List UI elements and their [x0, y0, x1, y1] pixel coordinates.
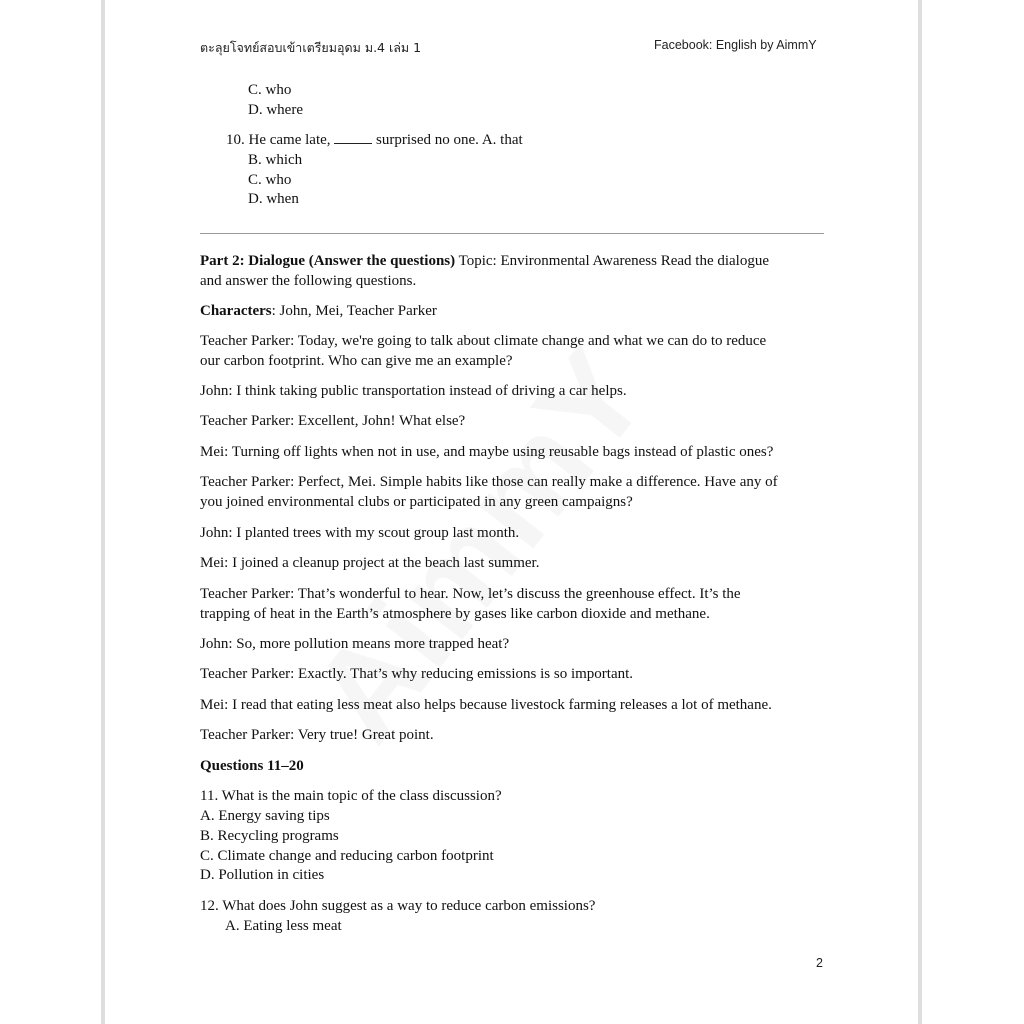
- dialogue-line: Teacher Parker: Perfect, Mei. Simple habits like those can really make a difference. Have any of: [200, 474, 778, 490]
- q11-stem: 11. What is the main topic of the class discussion?: [200, 788, 502, 804]
- q10-option-b: B. which: [248, 152, 303, 168]
- characters-label: Characters: [200, 303, 272, 319]
- dialogue-line: Teacher Parker: Very true! Great point.: [200, 727, 434, 743]
- q9-option-d: D. where: [248, 102, 303, 118]
- q12-stem: 12. What does John suggest as a way to reduce carbon emissions?: [200, 898, 596, 914]
- part2-intro-line1: Topic: Environmental Awareness Read the dialogue: [455, 253, 770, 269]
- dialogue-line: Teacher Parker: Excellent, John! What else?: [200, 413, 466, 429]
- q11-option-a: A. Energy saving tips: [200, 808, 330, 824]
- characters-line: [200, 302, 437, 321]
- dialogue-line: John: I think taking public transportation instead of driving a car helps.: [200, 383, 627, 399]
- dialogue-line: Mei: I joined a cleanup project at the beach last summer.: [200, 555, 540, 571]
- dialogue-line: you joined environmental clubs or participated in any green campaigns?: [200, 494, 633, 510]
- q11-option-c: C. Climate change and reducing carbon footprint: [200, 848, 494, 864]
- characters-value: : John, Mei, Teacher Parker: [271, 303, 437, 319]
- q10-suffix: surprised no one. A. that: [376, 132, 523, 148]
- header-title: ตะลุยโจทย์สอบเข้าเตรียมอุดม ม.4 เล่ม 1: [200, 40, 422, 55]
- dialogue-line: John: I planted trees with my scout group last month.: [200, 525, 520, 541]
- dialogue-line: Teacher Parker: Today, we're going to talk about climate change and what we can do to reduce: [200, 333, 767, 349]
- part2-heading: Part 2: Dialogue (Answer the questions): [200, 253, 456, 269]
- q10-stem: [226, 131, 523, 150]
- part2-intro-line2: and answer the following questions.: [200, 273, 417, 289]
- q9-option-c: C. who: [248, 82, 292, 98]
- section-divider: [200, 233, 824, 234]
- q11-option-b: B. Recycling programs: [200, 828, 339, 844]
- q10-blank: [334, 131, 372, 144]
- dialogue-line: Mei: I read that eating less meat also helps because livestock farming releases a lot of methane.: [200, 697, 772, 713]
- dialogue-line: Teacher Parker: That’s wonderful to hear. Now, let’s discuss the greenhouse effect. It’s the: [200, 586, 741, 602]
- q10-option-c: C. who: [248, 172, 292, 188]
- dialogue-line: trapping of heat in the Earth’s atmosphere by gases like carbon dioxide and methane.: [200, 606, 710, 622]
- page-number: 2: [816, 956, 823, 970]
- dialogue-line: John: So, more pollution means more trapped heat?: [200, 636, 510, 652]
- dialogue-line: Teacher Parker: Exactly. That’s why reducing emissions is so important.: [200, 666, 634, 682]
- dialogue-line: our carbon footprint. Who can give me an example?: [200, 353, 513, 369]
- header-facebook: Facebook: English by AimmY: [654, 38, 817, 52]
- q12-option-a: A. Eating less meat: [225, 918, 342, 934]
- q11-option-d: D. Pollution in cities: [200, 867, 325, 883]
- dialogue-line: Mei: Turning off lights when not in use, and maybe using reusable bags instead of plastic ones?: [200, 444, 774, 460]
- q10-prefix: 10. He came late,: [226, 132, 331, 148]
- q10-option-d: D. when: [248, 191, 299, 207]
- document-page: [105, 0, 918, 1024]
- part2-intro: [200, 252, 769, 271]
- questions-heading: Questions 11–20: [200, 758, 304, 774]
- page-edge-right: [918, 0, 922, 1024]
